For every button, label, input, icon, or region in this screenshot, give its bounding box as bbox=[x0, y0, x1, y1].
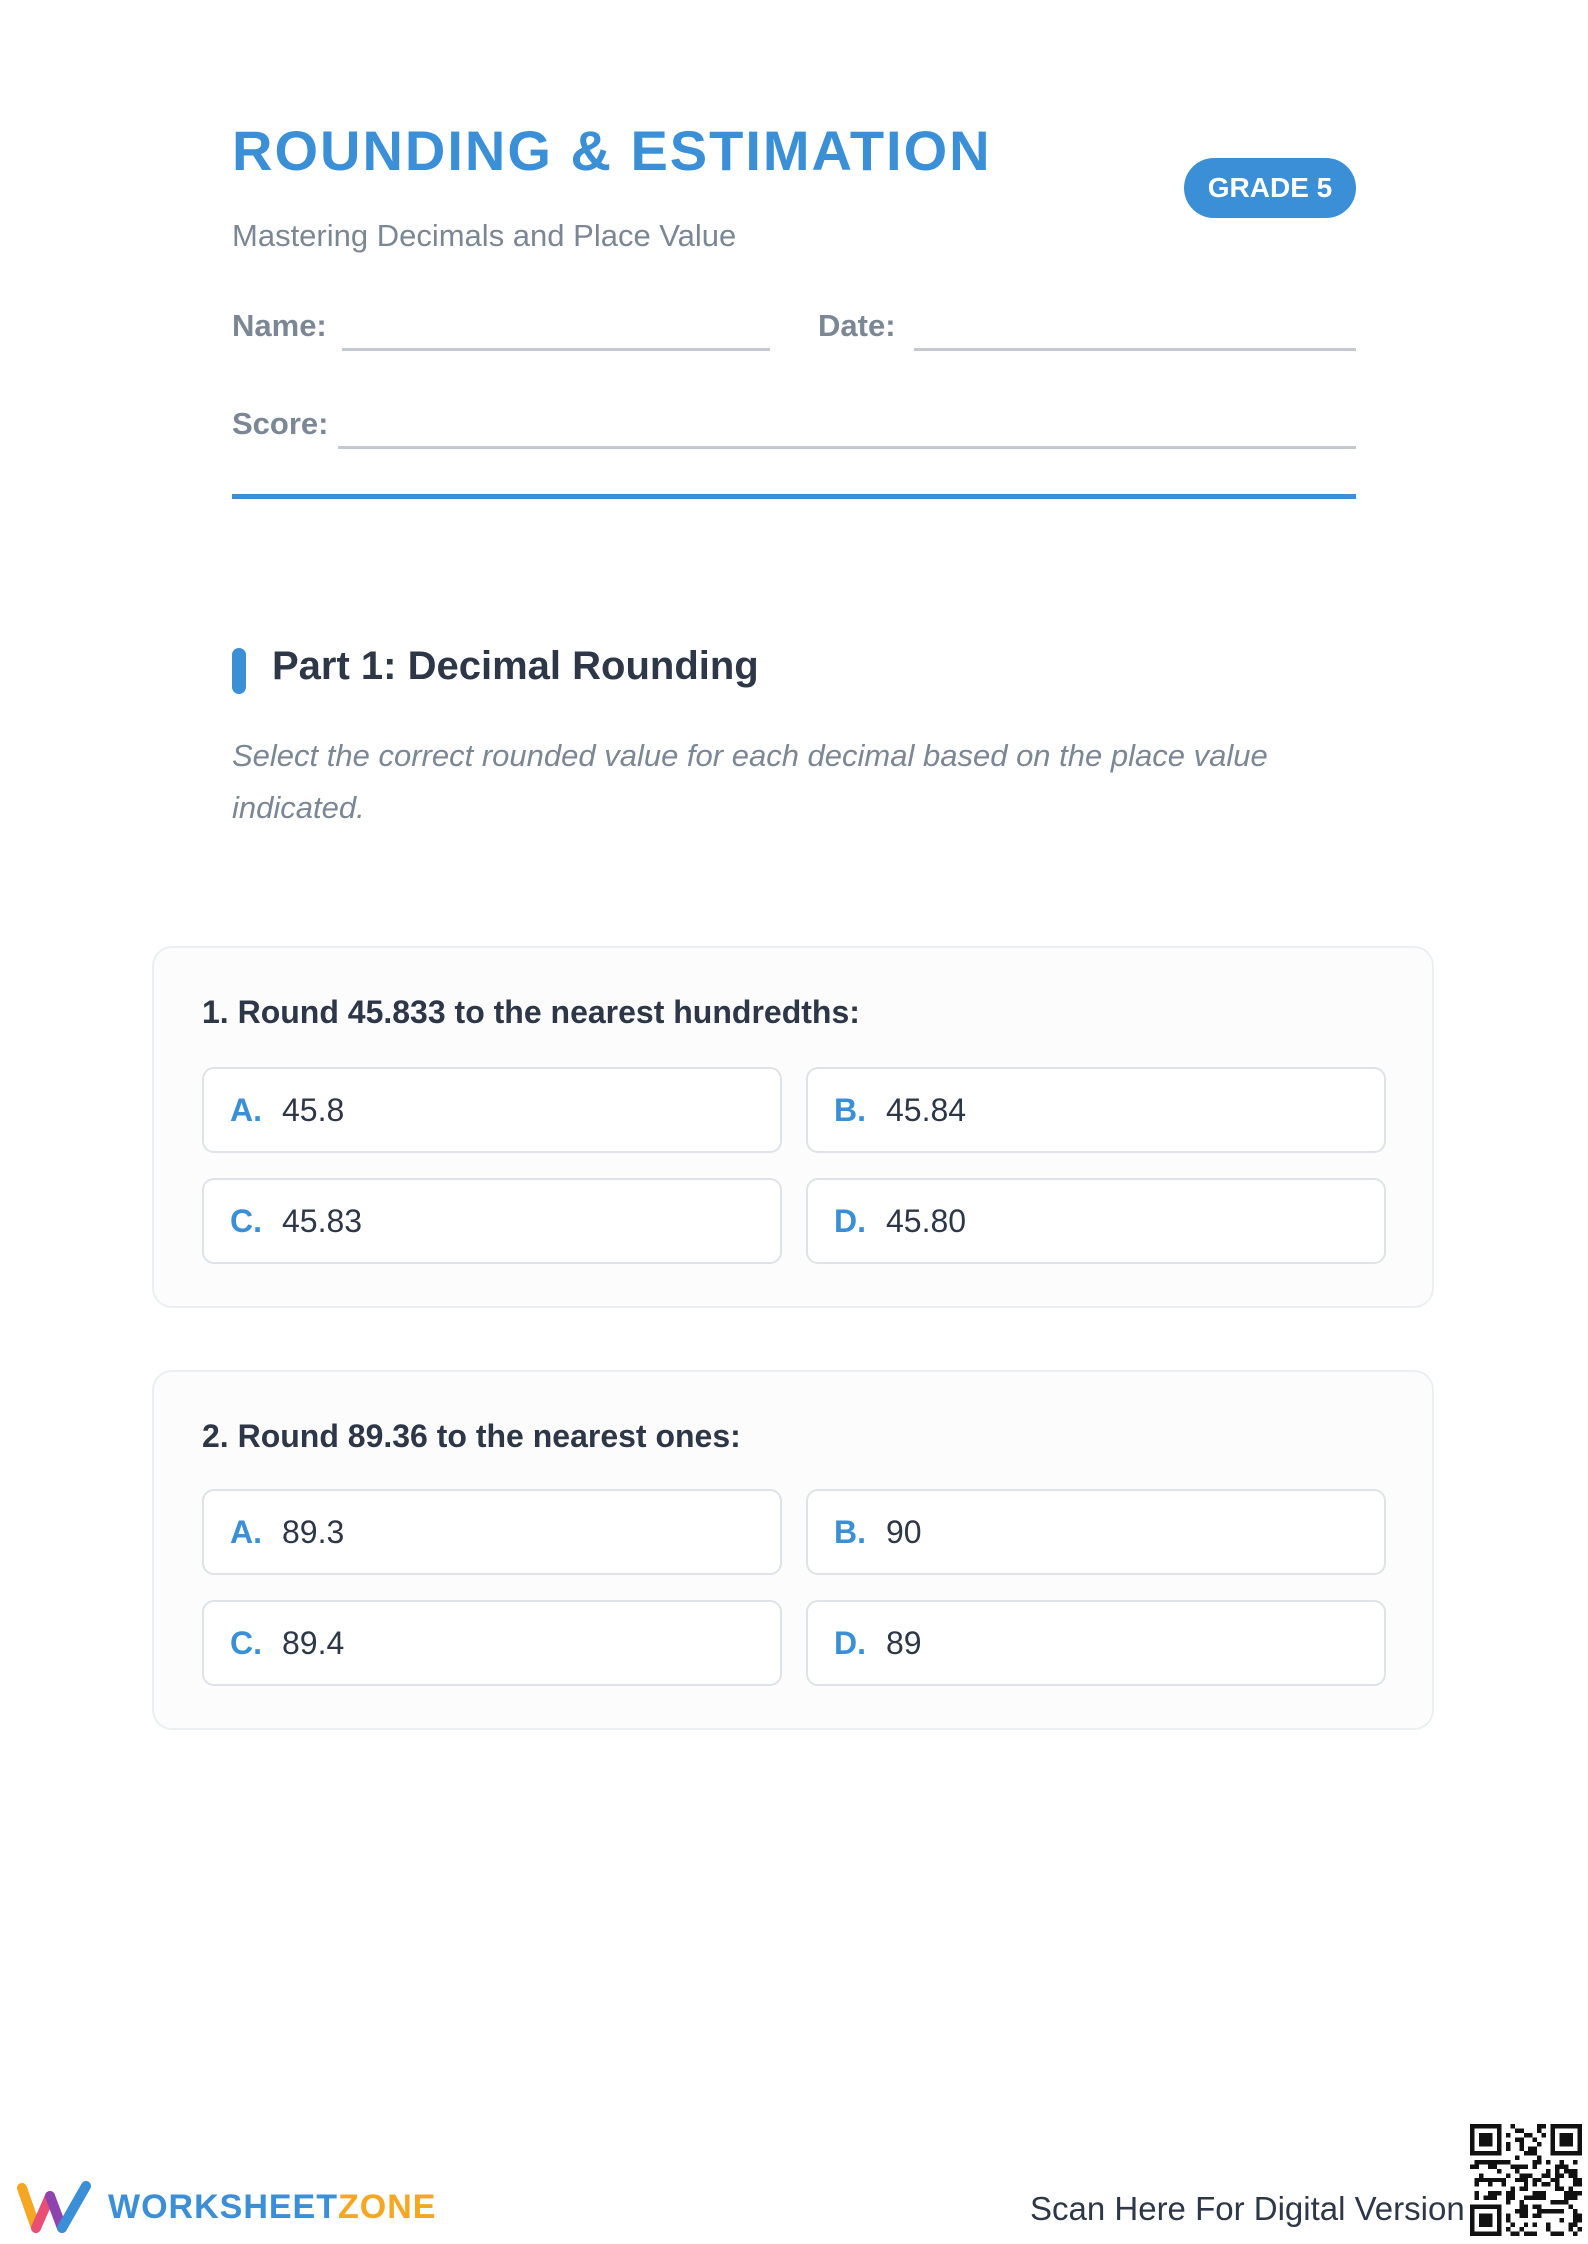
option-value: 45.80 bbox=[886, 1202, 967, 1239]
worksheetzone-logo-icon bbox=[16, 2180, 96, 2236]
section-instructions: Select the correct rounded value for each decimal based on the place value indicated. bbox=[232, 738, 1268, 825]
question-emphasis: ones bbox=[655, 1418, 731, 1454]
question-suffix: : bbox=[849, 994, 860, 1030]
question-text bbox=[202, 1418, 741, 1455]
option-letter: D. bbox=[834, 1202, 866, 1239]
option-value: 89.3 bbox=[282, 1513, 345, 1550]
option-b[interactable] bbox=[806, 1067, 1386, 1153]
option-value: 45.8 bbox=[282, 1091, 345, 1128]
question-emphasis: hundredths bbox=[673, 994, 850, 1030]
option-letter: C. bbox=[230, 1624, 262, 1661]
option-letter: B. bbox=[834, 1091, 866, 1128]
brand-part-1: WORKSHEET bbox=[108, 2188, 338, 2226]
scan-text: Scan Here For Digital Version bbox=[1030, 2190, 1465, 2227]
name-line[interactable] bbox=[342, 348, 770, 351]
date-line[interactable] bbox=[914, 348, 1356, 351]
option-d[interactable] bbox=[806, 1178, 1386, 1264]
header-divider bbox=[232, 494, 1356, 499]
option-d[interactable] bbox=[806, 1600, 1386, 1686]
brand-name bbox=[108, 2188, 436, 2227]
option-letter: D. bbox=[834, 1624, 866, 1661]
score-line[interactable] bbox=[338, 446, 1356, 449]
question-text bbox=[202, 994, 860, 1031]
grade-badge: GRADE 5 bbox=[1184, 158, 1356, 218]
option-letter: A. bbox=[230, 1091, 262, 1128]
question-prefix: 2. Round 89.36 to the nearest bbox=[202, 1418, 656, 1454]
brand-part-2: ZONE bbox=[338, 2188, 437, 2226]
option-c[interactable] bbox=[202, 1178, 782, 1264]
page-subtitle: Mastering Decimals and Place Value bbox=[232, 218, 737, 253]
question-suffix: : bbox=[730, 1418, 741, 1454]
date-label: Date: bbox=[818, 308, 896, 343]
option-letter: A. bbox=[230, 1513, 262, 1550]
qr-code-icon[interactable] bbox=[1470, 2124, 1582, 2236]
option-letter: C. bbox=[230, 1202, 262, 1239]
option-b[interactable] bbox=[806, 1489, 1386, 1575]
option-value: 89.4 bbox=[282, 1624, 345, 1661]
option-a[interactable] bbox=[202, 1067, 782, 1153]
option-letter: B. bbox=[834, 1513, 866, 1550]
option-c[interactable] bbox=[202, 1600, 782, 1686]
page-title: ROUNDING & ESTIMATION bbox=[232, 119, 992, 182]
option-value: 90 bbox=[886, 1513, 922, 1550]
question-prefix: 1. Round 45.833 to the nearest bbox=[202, 994, 674, 1030]
name-label: Name: bbox=[232, 308, 327, 343]
score-label: Score: bbox=[232, 406, 329, 441]
option-value: 45.83 bbox=[282, 1202, 363, 1239]
option-a[interactable] bbox=[202, 1489, 782, 1575]
section-accent-bar bbox=[232, 648, 246, 694]
option-value: 89 bbox=[886, 1624, 922, 1661]
section-title: Part 1: Decimal Rounding bbox=[272, 644, 759, 688]
option-value: 45.84 bbox=[886, 1091, 967, 1128]
